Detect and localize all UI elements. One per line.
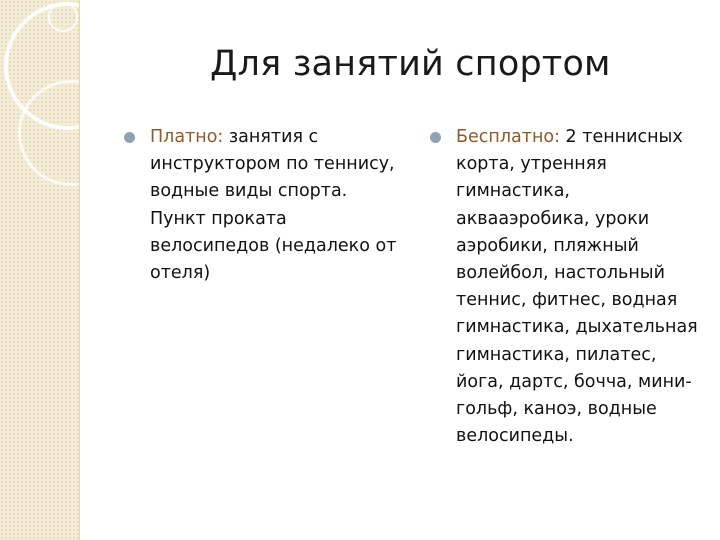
paid-lead-label: Платно: xyxy=(150,127,224,147)
paid-activities-column xyxy=(124,124,404,287)
slide-title: Для занятий спортом xyxy=(210,44,611,84)
side-strip-divider xyxy=(79,0,80,540)
bullet-icon xyxy=(430,132,441,143)
free-activities-body: 2 теннисных корта, утренняя гимнастика, аквааэробика, уроки аэробики, пляжный волейбол, настольный теннис, фитнес, водная гимнастика, дыхательная гимнастика, пилатес, йога, дартс, бочча, мини-гольф, каноэ, водные велосипеды. xyxy=(456,127,698,447)
paid-activities-text xyxy=(150,124,404,287)
free-lead-label: Бесплатно: xyxy=(456,127,560,147)
decorative-side-strip xyxy=(0,0,79,540)
free-activities-text xyxy=(456,124,705,450)
free-activities-column xyxy=(430,124,705,450)
bullet-icon xyxy=(124,132,135,143)
paid-activities-body: занятия с инструктором по теннису, водные виды спорта. Пункт проката велосипедов (недалеко от отеля) xyxy=(150,127,397,284)
decorative-ring xyxy=(48,2,78,32)
